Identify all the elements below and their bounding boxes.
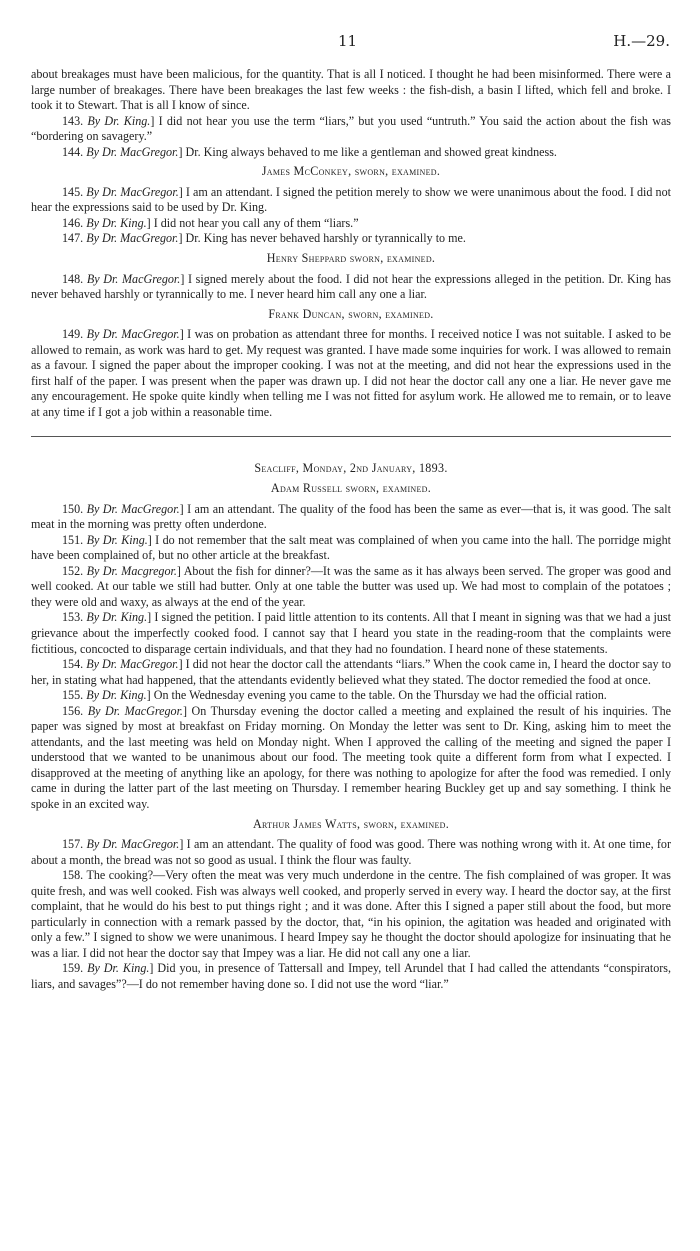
question-number: 154. (62, 657, 87, 672)
examiner-label: By Dr. King. (87, 113, 151, 128)
evidence-paragraph (31, 610, 671, 657)
testimony-text: ] I did not hear you call any of them “liars.” (146, 215, 359, 230)
question-number: 158. (62, 868, 87, 883)
evidence-paragraph (31, 657, 671, 688)
evidence-paragraph (31, 502, 671, 533)
document-body (31, 67, 671, 993)
section-duncan (31, 327, 671, 420)
examiner-label: By Dr. MacGregor. (86, 837, 180, 852)
testimony-text: ] I did not hear the doctor call the attendants “liars.” When the cook came in, I heard the doctor say to her, in stating what had happened, that the attendants evidently believed what they stated. The doctor remedied the food at once. (31, 657, 671, 687)
question-number: 152. (62, 563, 87, 578)
evidence-paragraph (31, 216, 671, 232)
testimony-text: ] I signed the petition. I paid little attention to its contents. All that I meant in signing was that we had a just grievance about the imperfectly cooked food. I cannot say that I heard you state in the reading-room that the complaints were fictitious, concocted to disparage certain individuals, and that they had no foundation. I heard none of these statements. (31, 610, 671, 656)
evidence-paragraph (31, 327, 671, 420)
question-number: 144. (62, 144, 87, 159)
testimony-text: about breakages must have been malicious, for the quantity. That is all I noticed. I thought he had been misinformed. There were a large number of breakages. There have been breakages the last few weeks : the fish-dish, a basin I lifted, which fell and broke. I took it to Stewart. That is all I know of since. (31, 67, 671, 113)
paper-reference: H.—29. (613, 32, 670, 50)
testimony-text: The cooking?—Very often the meat was very much underdone in the centre. The fish complained of was groper. It was quite fresh, and was well cooked. Fish was always well cooked, and properly served in every way. I heard the doctor say, at the first complaint, that he would do his best to put things right ; and it was done. After this I signed a paper still about the food, but more particularly in connection with a remark passed by the doctor, that, “in his opinion, the agitation was headed and originated with only a few.” I signed to show we were unanimous. I heard Impey say he thought the doctor should apologize for insinuating that he was a liar. I did not hear the doctor say that Impey was a liar. He did not call any one a liar. (31, 868, 671, 960)
question-number: 147. (62, 231, 87, 246)
section-watts (31, 837, 671, 992)
examiner-label: By Dr. MacGregor. (86, 271, 181, 286)
examiner-label: By Dr. MacGregor. (87, 703, 183, 718)
question-number: 153. (62, 610, 87, 625)
question-number: 157. (62, 837, 87, 852)
witness-heading: Henry Sheppard sworn, examined. (266, 251, 436, 266)
testimony-text: ] About the fish for dinner?—It was the same as it has always been served. The groper was good and well cooked. At our table we still had butter. Only at one table the butter was used up. We had most to complain of the potatoes ; they were old and waxy, as always at the end of the year. (31, 563, 671, 609)
question-number: 148. (62, 271, 87, 286)
testimony-text: ] I am an attendant. The quality of the food has been the same as ever—that is, it was good. The salt meat in the morning was pretty often underdone. (31, 501, 671, 532)
section-mcconkey (31, 185, 671, 247)
testimony-text: ] Dr. King always behaved to me like a gentleman and showed great kindness. (178, 144, 557, 159)
evidence-paragraph (31, 231, 671, 247)
section-divider (31, 436, 671, 437)
question-number: 149. (62, 327, 87, 342)
witness-heading: Adam Russell sworn, examined. (270, 481, 432, 496)
examiner-label: By Dr. King. (87, 961, 150, 976)
page-header (0, 32, 700, 52)
question-number: 150. (62, 501, 87, 516)
testimony-text: ] On the Wednesday evening you came to the table. On the Thursday we had the official ration. (146, 688, 607, 703)
evidence-paragraph (31, 145, 671, 161)
evidence-paragraph (31, 868, 671, 961)
evidence-paragraph (31, 704, 671, 813)
examiner-label: By Dr. MacGregor. (86, 184, 179, 199)
testimony-text: ] I was on probation as attendant three for months. I received notice I was not suitable. I asked to be allowed to remain, as work was hard to get. My request was granted. I have made some inquiries for work. I was allowed to remain as a favour. I signed the paper about the improper cooking. I was not at the meeting, and did not hear the expressions used in the first half of the paper. I was present when the paper was drawn up. I did not hear the doctor call any one a liar. He never gave me any encouragement. He spoke quite kindly when telling me I was not fitted for asylum work. He allowed me to remain, or to leave at any time if I got a job within a reasonable time. (31, 327, 671, 419)
examiner-label: By Dr. King. (86, 215, 147, 230)
testimony-text: ] Did you, in presence of Tattersall and Impey, tell Arundel that I had called the attendants “conspirators, liars, and savages”?—I do not remember having done so. I did not use the word “liar.” (31, 961, 671, 991)
evidence-paragraph (31, 961, 671, 992)
testimony-text: ] I am an attendant. The quality of food was good. There was nothing wrong with it. At one time, for about a month, the bread was not so good as usual. I think the flour was faulty. (31, 837, 672, 867)
question-number: 155. (62, 688, 87, 703)
examiner-label: By Dr. King. (86, 610, 148, 625)
examiner-label: By Dr. Macgregor. (86, 563, 177, 578)
evidence-paragraph (31, 688, 671, 704)
examiner-label: By Dr. MacGregor. (86, 657, 179, 672)
witness-heading: Frank Duncan, sworn, examined. (268, 306, 434, 321)
examiner-label: By Dr. MacGregor. (86, 231, 179, 246)
evidence-paragraph (31, 837, 671, 868)
question-number: 145. (62, 184, 87, 199)
page-number: 11 (338, 32, 358, 50)
testimony-text: ] I signed merely about the food. I did not hear the expressions alleged in the petition. Dr. King has never behaved harshly or tyrannically to me. I never heard him call any one a liar. (31, 271, 671, 302)
examiner-label: By Dr. MacGregor. (86, 501, 180, 516)
examiner-label: By Dr. King. (86, 532, 148, 547)
testimony-text: ] I did not hear you use the term “liars,” but you used “untruth.” You said the action about the fish was “bordering on savagery.” (31, 113, 672, 144)
question-number: 143. (62, 113, 88, 128)
testimony-text: ] I am an attendant. I signed the petition merely to show we were unanimous about the food. I did not hear the expressions said to be used by Dr. King. (31, 184, 671, 215)
examiner-label: By Dr. King. (86, 688, 147, 703)
question-number: 159. (62, 961, 88, 976)
witness-heading: James McConkey, sworn, examined. (261, 164, 441, 179)
testimony-text: ] On Thursday evening the doctor called a meeting and explained the result of his inquiries. The paper was signed by most at breakfast on Friday morning. On Monday the letter was sent to Dr. King, asking him to meet the attendants, and the last meeting was held on Monday night. When I approved the calling of the meeting and signed the paper I understood that we wanted to be unanimous about our food. The meeting took quite a different form from what I expected. I disapproved at the meeting of anything like an apology, for there was nothing to apologize for after the food was remedied. I only came in during the latter part of the last meeting on Thursday. I remember hearing Buckley get up and say something. I think he spoke in an excited way. (31, 703, 672, 811)
examiner-label: By Dr. MacGregor. (86, 144, 179, 159)
evidence-paragraph (31, 564, 671, 611)
evidence-paragraph (31, 272, 671, 303)
witness-heading: Arthur James Watts, sworn, examined. (252, 816, 450, 831)
section-sheppard (31, 272, 671, 303)
evidence-paragraph (31, 114, 671, 145)
evidence-paragraph (31, 185, 671, 216)
question-number: 146. (62, 215, 87, 230)
examiner-label: By Dr. MacGregor. (86, 327, 180, 342)
evidence-paragraph (31, 67, 671, 114)
dateline: Seacliff, Monday, 2nd January, 1893. (254, 461, 448, 476)
section-continued (31, 67, 671, 160)
testimony-text: ] I do not remember that the salt meat was complained of when you came into the hall. The porridge might have been complained of, but no other article at the breakfast. (31, 532, 672, 563)
question-number: 151. (62, 532, 87, 547)
testimony-text: ] Dr. King has never behaved harshly or tyrannically to me. (178, 231, 466, 246)
evidence-paragraph (31, 533, 671, 564)
section-russell (31, 502, 671, 813)
question-number: 156. (62, 703, 88, 718)
